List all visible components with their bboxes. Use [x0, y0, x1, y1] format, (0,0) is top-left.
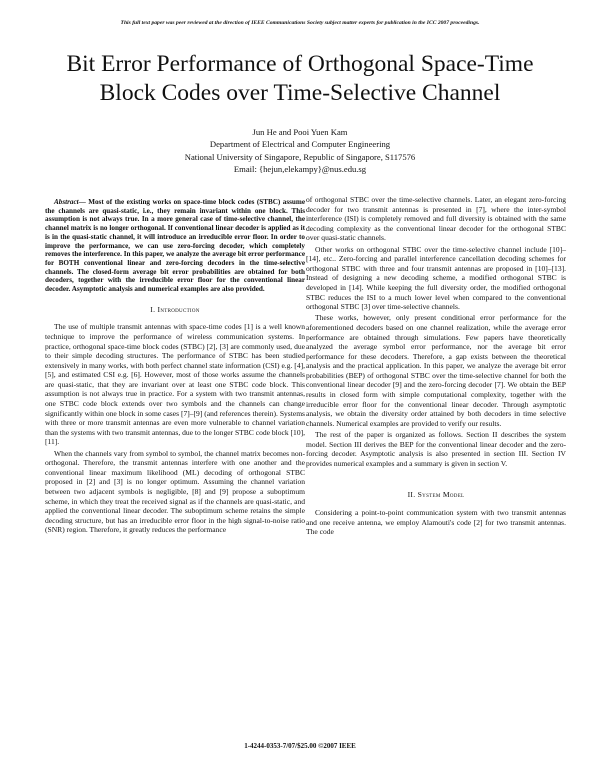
section-title: System Model — [417, 490, 465, 500]
abstract-label: Abstract — [54, 198, 79, 206]
copyright-footer: 1-4244-0353-7/07/$25.00 ©2007 IEEE — [244, 742, 356, 750]
paragraph: These works, however, only present conditional error performance for the aforementioned decoders based on one channel realization, while the average error performance are obtained through simulations. Few papers have theoretically analyzed the average symbol error performance, nor the average bit error performance for these decoders. Therefore, a gap exists between the theoretical analysis and the practical application. In this paper, we analyze the average bit error probabilities (BEP) of orthogonal STBC over the time-selective channel for both the conventional linear decoder [9] and the zero-forcing decoder [7]. We obtain the BEP results in closed form with simple computational complexity, together with the irreducible error floor for the conventional linear decoder. Through asymptotic analysis, we obtain the diversity order attained by both decoders in time selective channels. Numerical examples are provided to verify our results. — [306, 313, 566, 428]
paragraph: When the channels vary from symbol to symbol, the channel matrix becomes non-orthogonal. Therefore, the transmit antennas interfere with one another and the conventional linear maximum likelihood (ML) decoding of orthogonal STBC proposed in [2] and [3] is no longer optimum. Assuming the channel variation between two adjacent symbols is negligible, [8] and [9] propose a suboptimum scheme, in which they treat the received signal as if the channels are quasi-static, and applied the conventional linear decoder. The suboptimum scheme retains the simple decoding structure, but has an irreducible error floor in the high signal-to-noise ratio (SNR) region. Therefore, it greatly reduces the performance — [45, 448, 305, 535]
title-line-2: Block Codes over Time-Selective Channel — [99, 80, 501, 106]
affiliation-department: Department of Electrical and Computer Engineering — [209, 139, 391, 150]
paragraph: of orthogonal STBC over the time-selective channels. Later, an elegant zero-forcing decoder for two transmit antennas is presented in [7], where the inter-symbol interference (ISI) is completely removed and full diversity is obtained with the same decoding complexity as the conventional linear decoder for the orthogonal STBC over quasi-static channels. — [306, 195, 566, 243]
paragraph: Other works on orthogonal STBC over the time-selective channel include [10]–[14], etc.. Zero-forcing and parallel interference cancellation decoding schemes for orthogonal STBC with three and four transmit antennas are proposed in [10]–[13]. Instead of designing a new decoding scheme, a modified orthogonal STBC is developed in [14]. While keeping the full diversity order, the modified orthogonal STBC reduces the ISI to a much lower level when compared to the conventional orthogonal STBC [3] over time-selective channels. — [306, 244, 566, 312]
section-title: Introduction — [157, 304, 200, 314]
right-column — [306, 195, 566, 538]
paragraph: The rest of the paper is organized as follows. Section II describes the system model. Section III derives the BEP for the conventional linear decoder and the zero-forcing decoder. Asymptotic analysis is also presented in section III. Section IV provides numerical examples and a summary is given in section V. — [306, 430, 566, 468]
affiliation-university: National University of Singapore, Republic of Singapore, S117576 — [184, 151, 416, 162]
author-names: Jun He and Pooi Yuen Kam — [252, 127, 348, 137]
paper-title — [40, 50, 560, 108]
abstract-text: — Most of the existing works on space-time block codes (STBC) assume the channels are quasi-static, i.e., they remain invariant within one block. This assumption is not always true. In a more general case of time-selective channel, the channel matrix is no longer orthogonal. If conventional linear decoder is applied as it is in the quasi-static channel, it will introduce an irreducible error floor. In order to improve the performance, we can use zero-forcing decoder, which completely removes the interference. In this paper, we analyze the average bit error performance for BOTH conventional linear and zero-forcing decoders in the time-selective channels. The closed-form average bit error probabilities are obtained for both decoders, together with the irreducible error floor for the conventional linear decoder. Asymptotic analysis and numerical examples are also provided. — [45, 198, 305, 294]
author-email: Email: {hejun,elekampy}@nus.edu.sg — [233, 163, 367, 174]
title-line-1: Bit Error Performance of Orthogonal Space-Time — [66, 51, 534, 77]
section-heading-system-model — [306, 490, 566, 500]
review-note: This full text paper was peer reviewed at the direction of IEEE Communications Society subject matter experts for publication in the ICC 2007 proceedings. — [120, 20, 480, 26]
left-column — [45, 198, 305, 537]
paragraph: Considering a point-to-point communication system with two transmit antennas and one receive antenna, we employ Alamouti's code [2] for two transmit antennas. The code — [306, 508, 566, 537]
paragraph: The use of multiple transmit antennas with space-time codes [1] is a well known technique to improve the performance of wireless communication systems. In practice, orthogonal space-time block codes (STBC) [2], [3] are commonly used, due to their simple decoding structures. The performance of STBC has been studied extensively in many works, with both perfect channel state information (CSI) e.g. [4], [5], and estimated CSI e.g. [6]. However, most of those works assume the channels are quasi-static, that they are invariant over at least one STBC code block. This assumption is not always true in practice. For a system with two transmit antennas, one STBC code block extends over two symbols and the channels can change significantly within one block in some cases [7]–[9] (and references therein). Systems with three or more transmit antennas are even more vulnerable to channel variation than the systems with two transmit antennas, due to the longer STBC code block [10], [11]. — [45, 322, 305, 447]
section-number: II. — [407, 490, 416, 500]
abstract — [45, 198, 305, 294]
author-block — [0, 126, 600, 175]
section-number: I. — [150, 304, 156, 314]
section-heading-introduction — [45, 305, 305, 315]
